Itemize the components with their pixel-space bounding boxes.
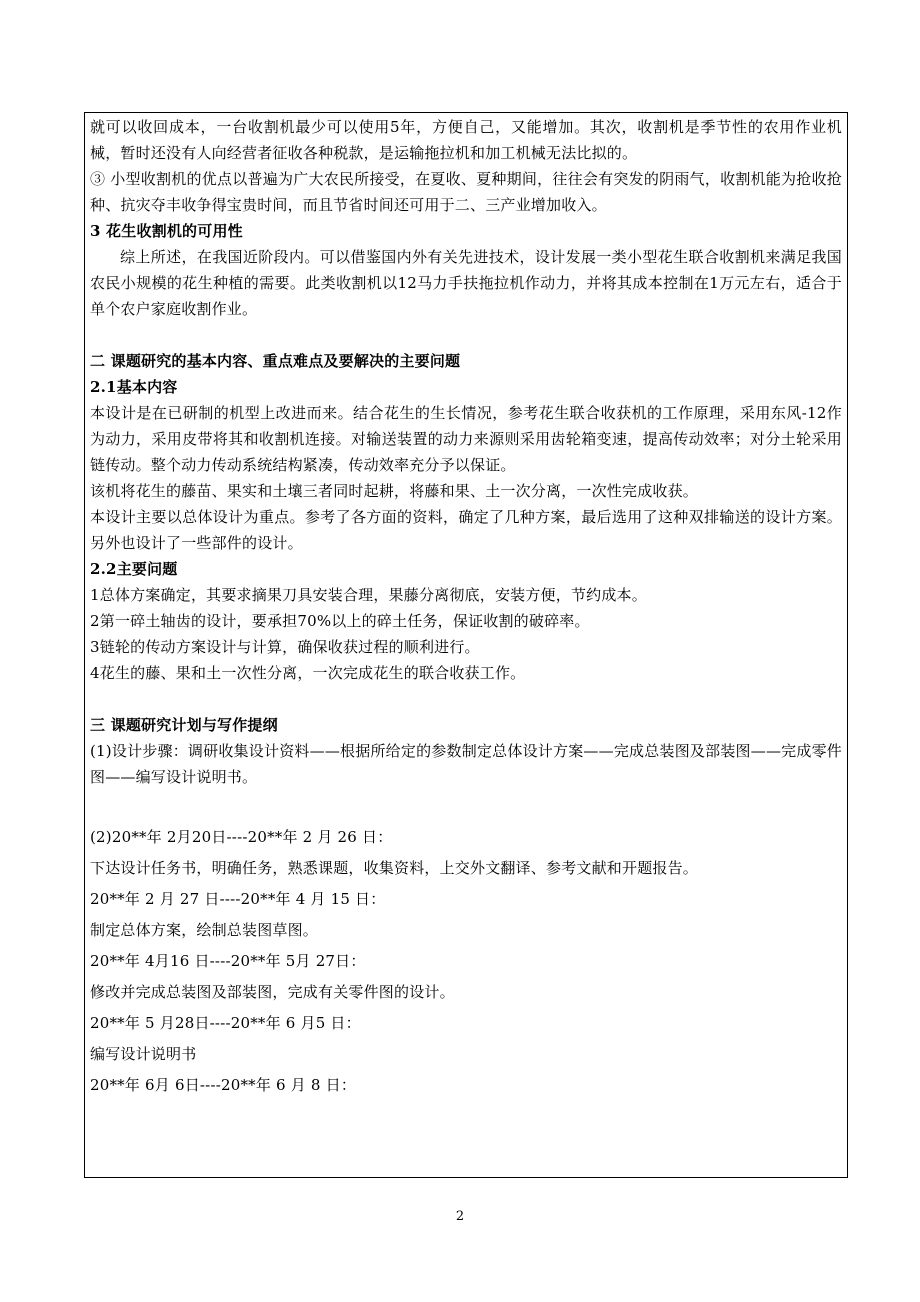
- basic-content-heading: 2.1基本内容: [90, 378, 178, 396]
- availability-paragraph: 综上所述，在我国近阶段内。可以借鉴国内外有关先进技术，设计发展一类小型花生联合收割机来满足我国农民小规模的花生种植的需要。此类收割机以12马力手扶拖拉机作动力，并将其成本控制在1万元左右，适合于单个农户家庭收割作业。: [90, 248, 842, 318]
- schedule-list: [90, 822, 842, 1101]
- basic-content-paragraph-1: 本设计是在已研制的机型上改进而来。结合花生的生长情况，参考花生联合收获机的工作原理，采用东风-12作为动力，采用皮带将其和收割机连接。对输送装置的动力来源则采用齿轮箱变速，提高传动效率；对分土轮采用链传动。整个动力传动系统结构紧凑，传动效率充分予以保证。: [90, 404, 842, 474]
- continuation-paragraph: 就可以收回成本，一台收割机最少可以使用5年，方便自己，又能增加。其次，收割机是季节性的农用作业机械，暂时还没有人向经营者征收各种税款，是运输拖拉机和加工机械无法比拟的。: [90, 118, 842, 162]
- schedule-intro: (2)20**年 2月20日----20**年 2 月 26 日：: [90, 828, 393, 846]
- problem-item: 3链轮的传动方案设计与计算，确保收获过程的顺利进行。: [90, 638, 480, 656]
- basic-content-paragraph-2: 该机将花生的藤苗、果实和土壤三者同时起耕，将藤和果、土一次分离，一次性完成收获。: [90, 482, 699, 500]
- basic-content-paragraph-3: 本设计主要以总体设计为重点。参考了各方面的资料，确定了几种方案，最后选用了这种双排输送的设计方案。另外也设计了一些部件的设计。: [90, 508, 842, 552]
- design-steps-paragraph: (1)设计步骤：调研收集设计资料——根据所给定的参数制定总体设计方案——完成总装图及部装图——完成零件图——编写设计说明书。: [90, 742, 842, 786]
- problem-item: 1总体方案确定，其要求摘果刀具安装合理，果藤分离彻底，安装方便，节约成本。: [90, 586, 647, 604]
- schedule-line: 20**年 5 月28日----20**年 6 月5 日：: [90, 1014, 361, 1032]
- page-number: 2: [455, 1209, 465, 1224]
- problem-item: 4花生的藤、果和土一次性分离，一次完成花生的联合收获工作。: [90, 664, 526, 682]
- schedule-line: 20**年 4月16 日----20**年 5月 27日：: [90, 952, 366, 970]
- schedule-line: 20**年 2 月 27 日----20**年 4 月 15 日：: [90, 890, 386, 908]
- document-body: [90, 114, 842, 1101]
- schedule-line: 下达设计任务书，明确任务，熟悉课题，收集资料，上交外文翻译、参考文献和开题报告。: [90, 859, 699, 877]
- point-3-paragraph: ③ 小型收割机的优点以普遍为广大农民所接受，在夏收、夏种期间，往往会有突发的阴雨气，收割机能为抢收抢种、抗灾夺丰收争得宝贵时间，而且节省时间还可用于二、三产业增加收入。: [90, 170, 842, 214]
- schedule-line: 修改并完成总装图及部装图，完成有关零件图的设计。: [90, 983, 455, 1001]
- problem-item: 2第一碎土轴齿的设计，要承担70%以上的碎土任务，保证收割的破碎率。: [90, 612, 590, 630]
- schedule-line: 编写设计说明书: [90, 1045, 197, 1063]
- section-three-heading: 三 课题研究计划与写作提纲: [90, 716, 278, 734]
- schedule-line: 制定总体方案，绘制总装图草图。: [90, 921, 319, 939]
- schedule-line: 20**年 6月 6日----20**年 6 月 8 日：: [90, 1076, 357, 1094]
- main-problems-heading: 2.2主要问题: [90, 560, 178, 578]
- availability-heading: 3 花生收割机的可用性: [90, 222, 243, 240]
- section-two-heading: 二 课题研究的基本内容、重点难点及要解决的主要问题: [90, 352, 461, 370]
